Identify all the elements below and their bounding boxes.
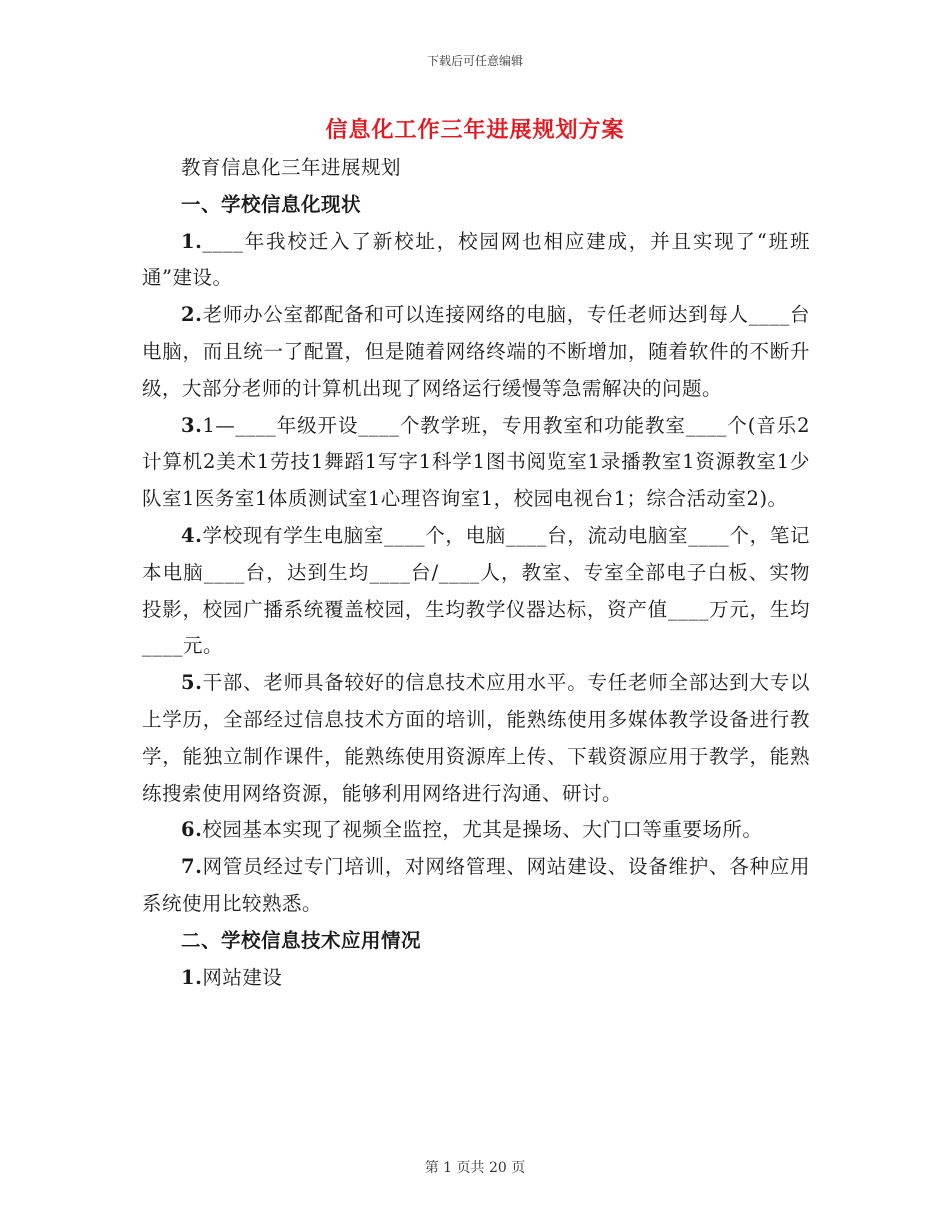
list-item: [142, 960, 810, 997]
list-item: [142, 224, 810, 298]
page-header: 下载后可任意编辑: [426, 54, 523, 68]
item-number: 3.: [181, 413, 203, 437]
item-text: 网管员经过专门培训，对网络管理、网站建设、设备维护、各种应用系统使用比较熟悉。: [142, 855, 810, 915]
section-heading-1: 一、学校信息化现状: [181, 192, 362, 216]
list-item: [142, 665, 810, 812]
document-body: [142, 150, 810, 996]
list-item: [142, 297, 810, 407]
item-text: 学校现有学生电脑室____个，电脑____台，流动电脑室____个，笔记本电脑____台，达到生均____台/____人，教室、专室全部电子白板、实物投影，校园广播系统覆盖校园，生均教学仪器达标，资产值____万元，生均____元。: [142, 523, 810, 658]
document-title: 信息化工作三年进展规划方案: [325, 117, 625, 143]
section-heading-2: 二、学校信息技术应用情况: [181, 928, 422, 952]
item-text: ____年我校迁入了新校址，校园网也相应建成，并且实现了“班班通”建设。: [142, 229, 810, 290]
item-number: 2.: [181, 303, 203, 327]
page-footer: 第 1 页共 20 页: [424, 1160, 526, 1176]
item-number: 5.: [181, 671, 203, 695]
list-item: [142, 408, 810, 518]
item-text: 1—____年级开设____个教学班，专用教室和功能教室____个(音乐2计算机2美术1劳技1舞蹈1写字1科学1图书阅览室1录播教室1资源教室1少队室1医务室1体质测试室1心理咨询室1，校园电视台1；综合活动室2)。: [142, 413, 810, 511]
item-number: 4.: [181, 523, 203, 547]
list-item: [142, 812, 810, 849]
document-subtitle: 教育信息化三年进展规划: [181, 156, 402, 179]
item-number: 1.: [181, 229, 203, 253]
list-item: [142, 849, 810, 923]
item-text: 校园基本实现了视频全监控，尤其是操场、大门口等重要场所。: [202, 818, 763, 842]
item-number: 1.: [181, 965, 203, 989]
item-text: 老师办公室都配备和可以连接网络的电脑，专任老师达到每人____台电脑，而且统一了配置，但是随着网络终端的不断增加，随着软件的不断升级，大部分老师的计算机出现了网络运行缓慢等急需解决的问题。: [142, 303, 810, 400]
item-number: 6.: [181, 818, 203, 842]
item-number: 7.: [181, 855, 203, 879]
item-text: 干部、老师具备较好的信息技术应用水平。专任老师全部达到大专以上学历，全部经过信息技术方面的培训，能熟练使用多媒体教学设备进行教学，能独立制作课件，能熟练使用资源库上传、下载资源应用于教学，能熟练搜索使用网络资源，能够利用网络进行沟通、研讨。: [142, 671, 810, 805]
item-text: 网站建设: [202, 965, 283, 989]
list-item: [142, 518, 810, 665]
